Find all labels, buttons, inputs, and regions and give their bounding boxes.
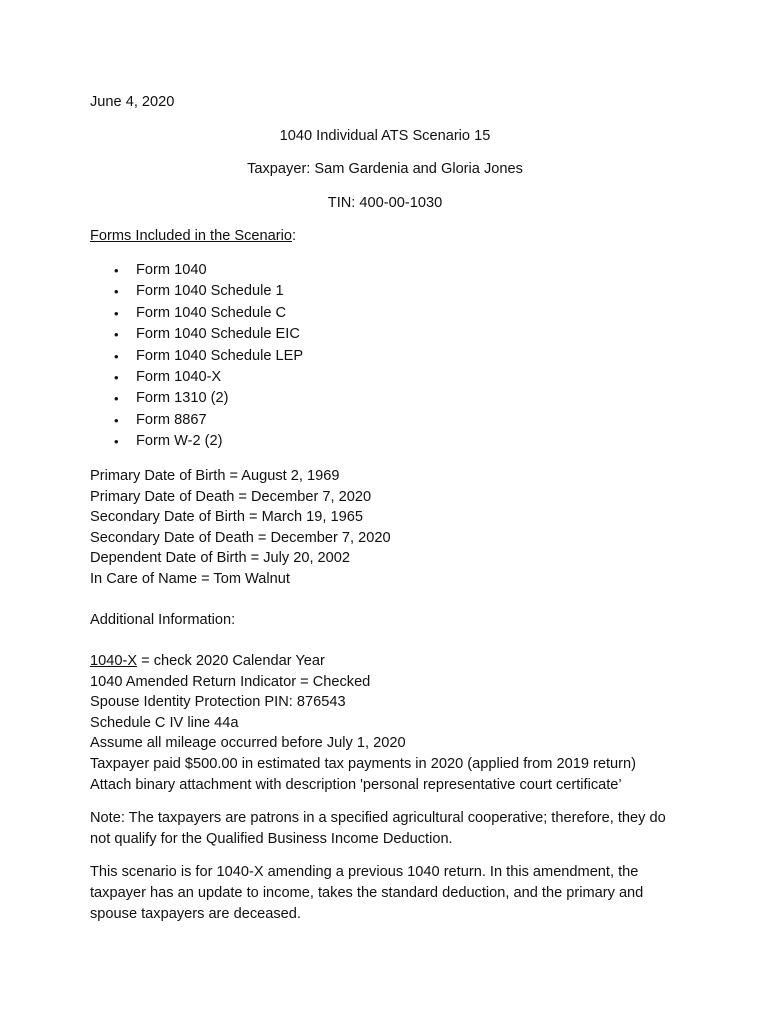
detail-line: Secondary Date of Death = December 7, 2020 [90,529,391,546]
detail-line: Dependent Date of Birth = July 20, 2002 [90,550,351,567]
taxpayer-line: Taxpayer: Sam Gardenia and Gloria Jones [247,161,523,177]
bullet-icon: • [114,327,119,343]
form-name: Form W-2 (2) [136,433,223,450]
form-1040x-link: 1040-X [90,653,138,669]
list-item [90,260,303,281]
detail-line: Secondary Date of Birth = March 19, 1965 [90,509,363,526]
additional-line: Schedule C IV line 44a [90,714,239,731]
list-item [90,324,303,345]
detail-line: Primary Date of Birth = August 2, 1969 [90,468,340,484]
form-name: Form 1310 (2) [136,390,229,407]
form-name: Form 8867 [136,411,207,428]
bullet-icon: • [114,369,119,385]
detail-line: In Care of Name = Tom Walnut [90,570,290,587]
list-item [90,346,303,367]
bullet-icon: • [114,412,119,428]
additional-line: Taxpayer paid $500.00 in estimated tax payments in 2020 (applied from 2019 return) [90,755,636,772]
bullet-icon: • [114,391,119,407]
list-item [90,410,303,431]
additional-line: 1040 Amended Return Indicator = Checked [90,673,371,690]
bullet-icon: • [114,348,119,364]
scenario-paragraph: This scenario is for 1040-X amending a previous 1040 return. In this amendment, the taxpayer has an update to income, takes the standard deduction, and the primary and spouse taxpayers are deceased. [90,864,644,922]
document-title: 1040 Individual ATS Scenario 15 [279,128,491,144]
bullet-icon: • [114,305,119,321]
list-item [90,367,303,388]
document-date: June 4, 2020 [90,94,175,110]
form-name: Form 1040 Schedule 1 [136,283,284,300]
forms-heading-text: Forms Included in the Scenario [90,228,292,244]
additional-line-rest: = check 2020 Calendar Year [137,653,325,669]
forms-list [90,260,303,453]
taxpayer-details [90,466,391,590]
detail-line: Primary Date of Death = December 7, 2020 [90,488,372,505]
list-item [90,431,303,452]
form-name: Form 1040 [136,262,207,278]
list-item [90,388,303,409]
additional-line [90,651,636,672]
list-item [90,281,303,302]
additional-line: Spouse Identity Protection PIN: 876543 [90,694,346,711]
bullet-icon: • [114,284,119,300]
tin-line: TIN: 400-00-1030 [327,195,443,211]
additional-info [90,651,636,795]
list-item [90,303,303,324]
form-name: Form 1040 Schedule EIC [136,326,300,343]
bullet-icon: • [114,434,119,450]
form-name: Form 1040 Schedule C [136,304,287,321]
forms-heading-colon: : [291,228,297,244]
form-name: Form 1040-X [136,368,222,385]
forms-heading [90,226,296,247]
bullet-icon: • [114,263,119,278]
additional-line: Assume all mileage occurred before July 1, 2020 [90,735,406,752]
note-paragraph: Note: The taxpayers are patrons in a specified agricultural cooperative; therefore, they do not qualify for the Qualified Business Income Deduction. [90,810,666,847]
additional-line: Attach binary attachment with description 'personal representative court certificate’ [90,776,622,793]
form-name: Form 1040 Schedule LEP [136,347,304,364]
additional-heading: Additional Information: [90,612,236,628]
